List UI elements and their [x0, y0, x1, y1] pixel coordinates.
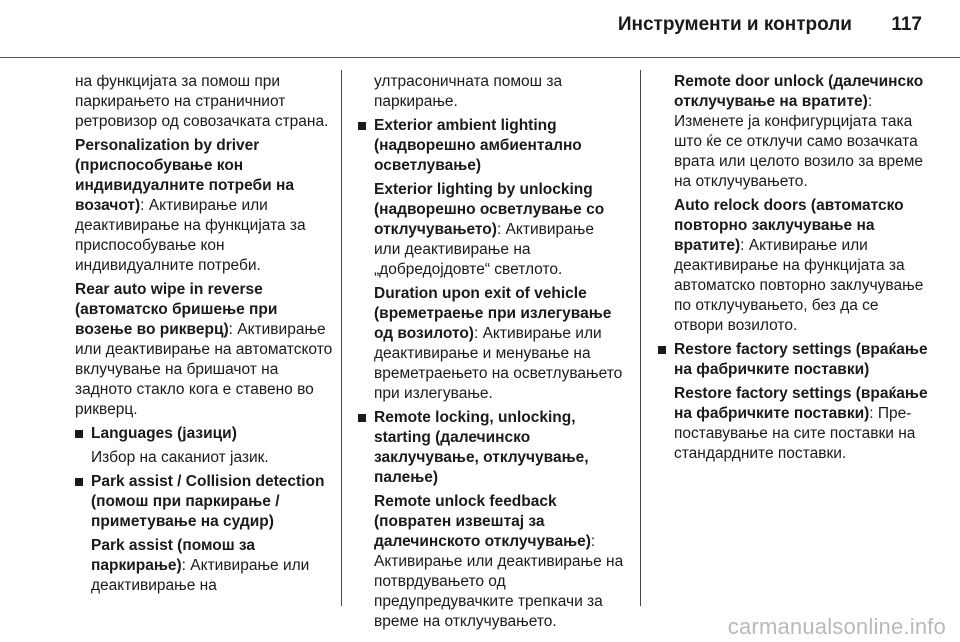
- section-heading: Park assist / Collision detection (помош при паркирање / приметување на судир): [91, 473, 325, 530]
- bullet-square-icon: [358, 122, 366, 130]
- setting-description: : Активирање или деактивирање на автоматското вклучување на бришачот на задното стакло кога е ставено во рикверц.: [75, 321, 333, 418]
- setting-description: : Активирање или деактивирање на потврдувањето од предупредувачките трепкачи за време на отклучувањето.: [374, 533, 624, 630]
- setting-entry: [658, 72, 928, 192]
- setting-description: : Активирање или деактивирање на функцијата за приспособување кон индивидуалните потреби.: [75, 197, 306, 274]
- watermark: carmanualsonline.info: [727, 614, 946, 639]
- paragraph: Избор на саканиот јазик.: [91, 449, 269, 466]
- setting-entry: [358, 492, 624, 632]
- bullet-item-park-assist: [75, 472, 337, 532]
- column-2: [358, 72, 624, 636]
- header-rule: [0, 57, 960, 58]
- column-3: [658, 72, 928, 468]
- setting-title: Personalization by driver (приспособување кон индивидуалните потреби на возачот): [75, 137, 294, 214]
- paragraph: на функцијата за помош при паркирањето на страничниот ретровизор од совозачката страна.: [75, 73, 329, 130]
- setting-entry: [358, 180, 624, 280]
- bullet-item-languages: [75, 424, 337, 444]
- section-heading: Restore factory settings (враќање на фабричките поставки): [674, 341, 928, 378]
- page-number: 117: [891, 14, 922, 35]
- setting-title: Remote unlock feedback (повратен извештај за далечинското отклучување): [374, 493, 591, 550]
- section-heading: Exterior ambient lighting (надворешно амбиентално осветлување): [374, 117, 582, 174]
- column-divider-2: [640, 70, 641, 606]
- bullet-square-icon: [358, 414, 366, 422]
- setting-entry: [75, 280, 337, 420]
- setting-description: : Препоставување на сите поставки на стандардните поставки.: [674, 405, 916, 462]
- setting-entry: [658, 196, 928, 336]
- setting-entry: [358, 284, 624, 404]
- setting-entry: [75, 136, 337, 276]
- bullet-item-remote-locking: [358, 408, 624, 488]
- setting-title: Restore factory settings (враќање на фабричките поставки): [674, 385, 928, 422]
- setting-entry: [75, 536, 337, 596]
- setting-description: : Активирање или деактивирање и менување на времетраењето на осветлувањето при излегување.: [374, 325, 623, 402]
- setting-title: Rear auto wipe in reverse (автоматско бришење при возење во рикверц): [75, 281, 278, 338]
- bullet-item-ambient-lighting: [358, 116, 624, 176]
- column-1: [75, 72, 337, 600]
- bullet-square-icon: [658, 346, 666, 354]
- bullet-square-icon: [75, 478, 83, 486]
- section-heading: Remote locking, unlocking, starting (далечинско заклучување, отклучување, палење): [374, 409, 589, 486]
- setting-entry: [658, 384, 928, 464]
- bullet-square-icon: [75, 430, 83, 438]
- setting-title: Park assist (помош за паркирање): [91, 537, 256, 574]
- setting-description: : Активирање или деактивирање на функцијата за автоматско повторно заклучување по отклучувањето, без да се отвори возилото.: [674, 237, 924, 334]
- section-heading: Languages (јазици): [91, 425, 237, 442]
- setting-title: Exterior lighting by unlocking (надворешно осветлување со отклучувањето): [374, 181, 605, 238]
- setting-title: Duration upon exit of vehicle (времетраење при излегување од возилото): [374, 285, 612, 342]
- setting-description: : Изменете ја конфигурцијата така што ќе се отклучи само возачката врата или целото возило за време на отклучувањето.: [674, 93, 924, 190]
- bullet-item-restore-factory: [658, 340, 928, 380]
- setting-title: Auto relock doors (автоматско повторно заклучување на вратите): [674, 197, 904, 254]
- page-header-title: Инструменти и контроли: [617, 14, 852, 35]
- setting-description: : Активирање или деактивирање на: [91, 557, 310, 594]
- setting-title: Remote door unlock (далечинско отклучување на вратите): [674, 73, 924, 110]
- paragraph: ултрасоничната помош за паркирање.: [374, 73, 563, 110]
- setting-description: : Активирање или деактивирање на „добредојдовте“ светлото.: [374, 221, 594, 278]
- column-divider-1: [341, 70, 342, 606]
